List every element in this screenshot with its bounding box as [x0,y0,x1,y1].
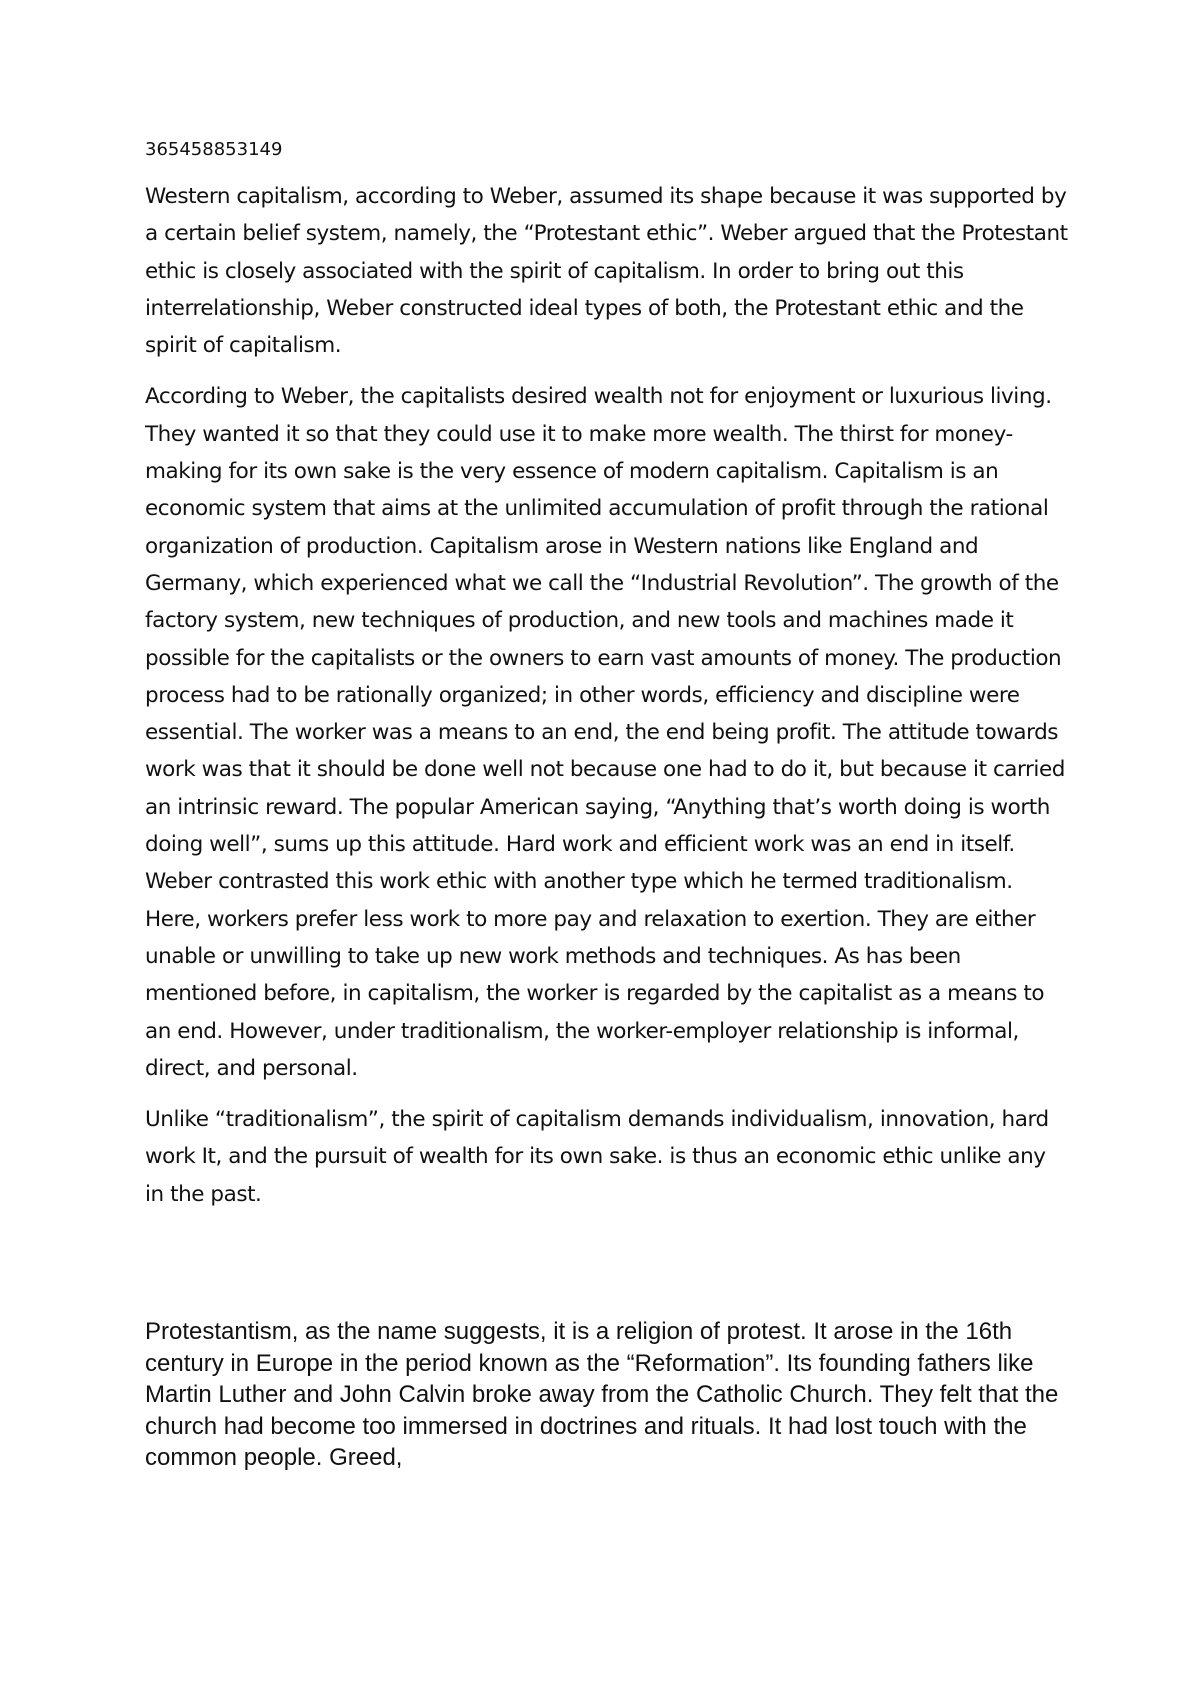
document-id: 365458853149 [145,139,283,160]
paragraph-protestantism: Protestantism, as the name suggests, it is a religion of protest. It arose in the 16th century in Europe in the period known as the “Reformation”. Its founding fathers like Martin Luther and John Calvin broke away from the Catholic Church. They felt that the church had become too immersed in doctrines and rituals. It had lost touch with the common people. Greed, [145,1318,1059,1472]
document-body [145,138,1070,1474]
paragraph-capitalism: According to Weber, the capitalists desired wealth not for enjoyment or luxurious living. They wanted it so that they could use it to make more wealth. The thirst for money-making for its own sake is the very essence of modern capitalism. Capitalism is an economic system that aims at the unlimited accumulation of profit through the rational organization of production. Capitalism arose in Western nations like England and Germany, which experienced what we call the “Industrial Revolution”. The growth of the factory system, new techniques of production, and new tools and machines made it possible for the capitalists or the owners to earn vast amounts of money. The production process had to be rationally organized; in other words, efficiency and discipline were essential. The worker was a means to an end, the end being profit. The attitude towards work was that it should be done well not because one had to do it, but because it carried an intrinsic reward. The popular American saying, “Anything that’s worth doing is worth doing well”, sums up this attitude. Hard work and efficient work was an end in itself. Weber contrasted this work ethic with another type which he termed traditionalism. Here, workers prefer less work to more pay and relaxation to exertion. They are either unable or unwilling to take up new work methods and techniques. As has been mentioned before, in capitalism, the worker is regarded by the capitalist as a means to an end. However, under traditionalism, the worker-employer relationship is informal, direct, and personal. [145,384,1065,1081]
paragraph-traditionalism: Unlike “traditionalism”, the spirit of capitalism demands individualism, innovation, hard work It, and the pursuit of wealth for its own sake. is thus an economic ethic unlike any in the past. [145,1107,1049,1207]
paragraph-weber-intro: Western capitalism, according to Weber, assumed its shape because it was supported by a certain belief system, namely, the “Protestant ethic”. Weber argued that the Protestant ethic is closely associated with the spirit of capitalism. In order to bring out this interrelationship, Weber constructed ideal types of both, the Protestant ethic and the spirit of capitalism. [145,184,1068,359]
